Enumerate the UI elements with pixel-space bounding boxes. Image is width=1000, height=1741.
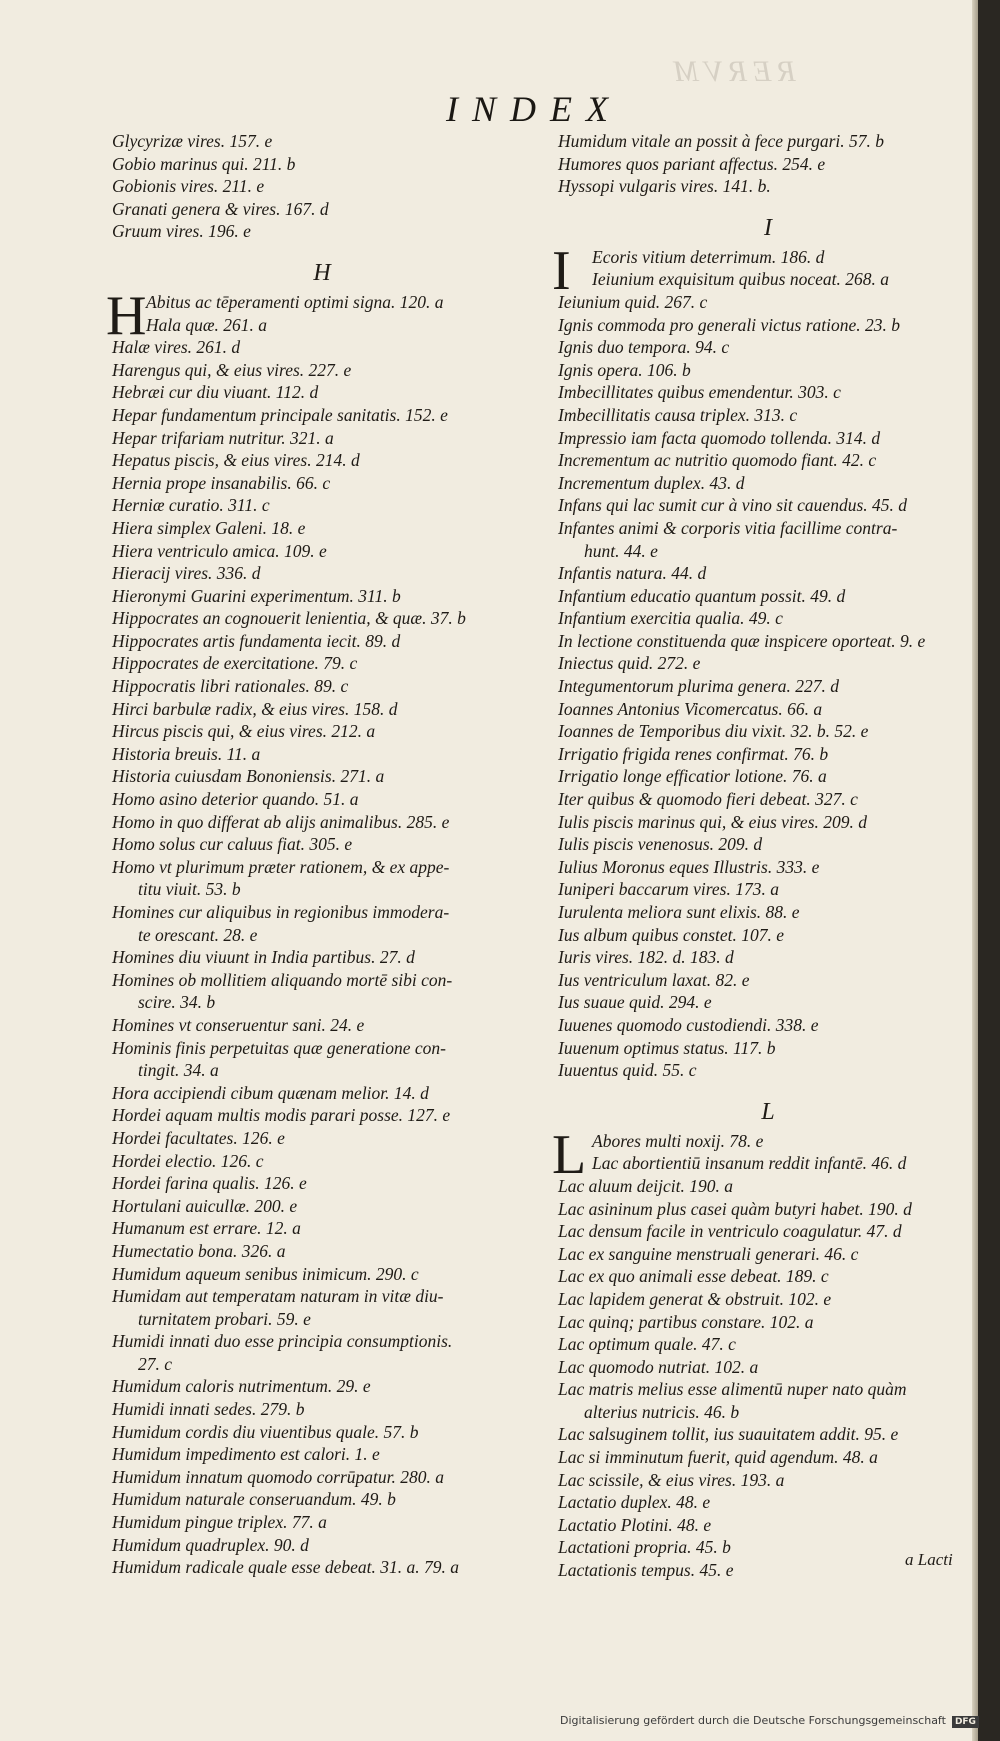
left-column: [106, 130, 532, 1579]
index-entry: In lectione constituenda quæ inspicere oporteat. 9. e: [558, 630, 926, 651]
index-entry: Humidum naturale conseruandum. 49. b: [112, 1489, 396, 1510]
digitization-footer: [560, 1714, 979, 1728]
index-entry: Abores multi noxij. 78. e: [592, 1130, 764, 1151]
index-entry: Hepar fundamentum principale sanitatis. 152. e: [112, 404, 448, 425]
index-entry: Homo in quo differat ab alijs animalibus. 285. e: [112, 811, 450, 832]
index-entry: Lac ex quo animali esse debeat. 189. c: [558, 1266, 829, 1287]
index-entry: Iuuentus quid. 55. c: [558, 1060, 697, 1081]
dfg-logo: DFG: [952, 1716, 979, 1728]
index-entry: Harengus qui, & eius vires. 227. e: [112, 359, 352, 380]
index-entry: Abitus ac tēperamenti optimi signa. 120. a: [146, 291, 444, 312]
catchword: a Lacti: [905, 1550, 953, 1569]
index-entry: Homo solus cur caluus fiat. 305. e: [112, 834, 353, 855]
index-entry: Halæ vires. 261. d: [112, 337, 241, 358]
index-entry: Homo vt plurimum præter rationem, & ex appe-: [112, 856, 450, 877]
index-entry: Lac scissile, & eius vires. 193. a: [558, 1469, 785, 1490]
index-entry: Humidum quadruplex. 90. d: [112, 1534, 309, 1555]
index-entry: Granati genera & vires. 167. d: [112, 198, 329, 219]
dropcap-h: H: [106, 284, 147, 347]
index-entry: Humidum cordis diu viuentibus quale. 57. b: [112, 1421, 419, 1442]
index-entry: Lac salsuginem tollit, ius suauitatem addit. 95. e: [558, 1424, 899, 1445]
index-entry: Lac lapidem generat & obstruit. 102. e: [558, 1288, 832, 1309]
entries-g: [112, 130, 532, 243]
index-entry: Lac abortientiū insanum reddit infantē. 46. d: [592, 1153, 907, 1174]
index-entry: Iter quibus & quomodo fieri debeat. 327. c: [558, 789, 858, 810]
index-entry: Hiera ventriculo amica. 109. e: [112, 540, 327, 561]
index-entry: Historia breuis. 11. a: [112, 743, 261, 764]
right-column: [552, 130, 978, 1582]
index-entry: Hirci barbulæ radix, & eius vires. 158. d: [112, 698, 398, 719]
index-entry: Hieracij vires. 336. d: [112, 563, 261, 584]
index-entry: Lac matris melius esse alimentū nuper nato quàm: [558, 1379, 907, 1400]
index-entry: Hepatus piscis, & eius vires. 214. d: [112, 450, 360, 471]
index-entry: Humidum vitale an possit à fece purgari. 57. b: [558, 131, 884, 151]
index-entry: Hortulani auicullæ. 200. e: [112, 1195, 298, 1216]
dropcap-l: L: [552, 1123, 587, 1186]
index-entry: Hordei facultates. 126. e: [112, 1127, 285, 1148]
index-entry: Homo asino deterior quando. 51. a: [112, 789, 359, 810]
index-entry: Glycyrizæ vires. 157. e: [112, 131, 273, 151]
index-entry: Lactationis tempus. 45. e: [558, 1560, 734, 1581]
entries-h: [112, 336, 532, 1579]
index-entry: Hordei farina qualis. 126. e: [112, 1173, 307, 1194]
index-entry: Homines ob mollitiem aliquando mortē sibi con-: [112, 969, 453, 990]
index-entry: alterius nutricis. 46. b: [584, 1401, 740, 1422]
index-entry: Hernia prope insanabilis. 66. c: [112, 472, 331, 493]
index-entry: Incrementum ac nutritio quomodo fiant. 42. c: [558, 450, 877, 471]
index-entry: Iniectus quid. 272. e: [558, 653, 701, 674]
index-entry: Iulis piscis marinus qui, & eius vires. 209. d: [558, 811, 868, 832]
index-entry: Homines diu viuunt in India partibus. 27. d: [112, 947, 415, 968]
index-entry: Infans qui lac sumit cur à vino sit cauendus. 45. d: [558, 495, 908, 516]
index-entry: 27. c: [138, 1353, 173, 1374]
index-entry: Lac densum facile in ventriculo coagulatur. 47. d: [558, 1221, 902, 1242]
index-entry: Hircus piscis qui, & eius vires. 212. a: [112, 721, 376, 742]
index-entry: Hora accipiendi cibum quænam melior. 14. d: [112, 1082, 429, 1103]
index-entry: tingit. 34. a: [138, 1060, 219, 1081]
index-entry: Imbecillitates quibus emendentur. 303. c: [558, 382, 841, 403]
index-entry: Humectatio bona. 326. a: [112, 1240, 286, 1261]
index-entry: Iulius Moronus eques Illustris. 333. e: [558, 856, 820, 877]
index-entry: Hala quæ. 261. a: [146, 314, 268, 335]
page-header: INDEX: [446, 89, 622, 129]
index-entry: Gruum vires. 196. e: [112, 221, 251, 242]
index-entry: Homines vt conseruentur sani. 24. e: [112, 1014, 365, 1035]
index-entry: Iuniperi baccarum vires. 173. a: [558, 879, 779, 900]
dropcap-block-h: [106, 284, 532, 347]
index-entry: Integumentorum plurima genera. 227. d: [558, 676, 839, 697]
index-entry: Lac quomodo nutriat. 102. a: [558, 1356, 759, 1377]
index-entry: Lac asininum plus casei quàm butyri habet. 190. d: [558, 1198, 912, 1219]
index-entry: Ignis opera. 106. b: [558, 359, 691, 380]
index-entry: Iurulenta meliora sunt elixis. 88. e: [558, 902, 800, 922]
index-entry: Hyssopi vulgaris vires. 141. b.: [558, 176, 771, 197]
index-entry: Iuuenum optimus status. 117. b: [558, 1037, 776, 1058]
index-entry: Humidum impedimento est calori. 1. e: [112, 1444, 380, 1465]
index-entry: Humidum radicale quale esse debeat. 31. a. 79. a: [112, 1557, 460, 1578]
index-entry: Herniæ curatio. 311. c: [112, 495, 270, 516]
index-entry: Ieiunium quid. 267. c: [558, 291, 708, 312]
index-entry: Hepar trifariam nutritur. 321. a: [112, 427, 334, 448]
index-entry: Gobionis vires. 211. e: [112, 176, 265, 197]
index-entry: turnitatem probari. 59. e: [138, 1308, 311, 1329]
index-entry: Hordei aquam multis modis parari posse. 127. e: [112, 1105, 451, 1126]
index-entry: Humores quos pariant affectus. 254. e: [558, 153, 826, 174]
index-entry: Hippocrates an cognouerit lenientia, & quæ. 37. b: [112, 608, 466, 629]
index-entry: Ignis commoda pro generali victus ratione. 23. b: [558, 314, 901, 335]
index-entry: Ecoris vitium deterrimum. 186. d: [592, 246, 825, 267]
index-entry: Ioannes de Temporibus diu vixit. 32. b. 52. e: [558, 721, 869, 742]
index-entry: te orescant. 28. e: [138, 924, 258, 945]
index-entry: Irrigatio longe efficatior lotione. 76. a: [558, 766, 827, 787]
index-entry: Hebræi cur diu viuant. 112. d: [112, 382, 319, 403]
index-entry: Ius suaue quid. 294. e: [558, 992, 712, 1013]
footer-text: Digitalisierung gefördert durch die Deutsche Forschungsgemeinschaft: [560, 1714, 946, 1727]
index-entry: Iulis piscis venenosus. 209. d: [558, 834, 763, 855]
index-entry: Imbecillitatis causa triplex. 313. c: [558, 404, 798, 425]
index-entry: Lactatio Plotini. 48. e: [558, 1514, 712, 1535]
index-entry: Lac quinq; partibus constare. 102. a: [558, 1311, 814, 1332]
index-entry: Irrigatio frigida renes confirmat. 76. b: [558, 743, 829, 764]
index-entry: Humidum caloris nutrimentum. 29. e: [112, 1376, 371, 1397]
index-entry: Humidum aqueum senibus inimicum. 290. c: [112, 1263, 419, 1284]
scan-border: [978, 0, 1000, 1741]
index-entry: Gobio marinus qui. 211. b: [112, 153, 296, 174]
index-entry: Iuris vires. 182. d. 183. d: [558, 947, 734, 968]
index-entry: Incrementum duplex. 43. d: [558, 472, 745, 493]
index-entry: Hiera simplex Galeni. 18. e: [112, 517, 306, 538]
index-entry: Hominis finis perpetuitas quæ generatione con-: [112, 1037, 446, 1058]
section-letter-i: I: [764, 214, 772, 241]
index-entry: Lac optimum quale. 47. c: [558, 1334, 736, 1355]
index-entry: Lactatio duplex. 48. e: [558, 1492, 711, 1513]
index-entry: Infantes animi & corporis vitia facillime contra-: [558, 517, 898, 538]
index-entry: Ioannes Antonius Vicomercatus. 66. a: [558, 698, 823, 719]
section-letter-h: H: [313, 259, 331, 286]
index-entry: Iuuenes quomodo custodiendi. 338. e: [558, 1014, 819, 1035]
index-entry: Hieronymi Guarini experimentum. 311. b: [112, 585, 401, 606]
index-entry: titu viuit. 53. b: [138, 879, 241, 900]
index-entry: Hordei electio. 126. c: [112, 1150, 264, 1171]
index-entry: Humidi innati duo esse principia consumptionis.: [112, 1331, 453, 1352]
index-entry: Humidum innatum quomodo corrūpatur. 280. a: [112, 1466, 445, 1487]
index-entry: Historia cuiusdam Bononiensis. 271. a: [112, 766, 385, 787]
index-entry: Humidam aut temperatam naturam in vitæ diu-: [112, 1286, 444, 1307]
entries-i: [558, 291, 978, 1082]
index-entry: Ieiunium exquisitum quibus noceat. 268. a: [592, 269, 889, 290]
index-entry: Humidum pingue triplex. 77. a: [112, 1512, 327, 1533]
entries-h-cont: [558, 130, 978, 198]
index-entry: Ius ventriculum laxat. 82. e: [558, 969, 750, 990]
index-entry: Impressio iam facta quomodo tollenda. 314. d: [558, 427, 881, 448]
index-entry: hunt. 44. e: [584, 540, 658, 561]
index-entry: Infantis natura. 44. d: [558, 563, 707, 584]
index-entry: Lactationi propria. 45. b: [558, 1537, 731, 1558]
show-through-text: RERVM: [668, 55, 796, 88]
index-entry: Ius album quibus constet. 107. e: [558, 924, 785, 945]
index-entry: Humanum est errare. 12. a: [112, 1218, 301, 1239]
index-entry: Lac aluum deijcit. 190. a: [558, 1175, 733, 1196]
dropcap-i: I: [552, 239, 571, 302]
index-entry: Hippocratis libri rationales. 89. c: [112, 676, 349, 697]
index-entry: Infantium educatio quantum possit. 49. d: [558, 585, 846, 606]
index-entry: Hippocrates artis fundamenta iecit. 89. d: [112, 630, 401, 651]
entries-l: [558, 1175, 978, 1582]
index-entry: Hippocrates de exercitatione. 79. c: [112, 653, 358, 674]
index-entry: scire. 34. b: [138, 992, 216, 1013]
index-entry: Infantium exercitia qualia. 49. c: [558, 608, 783, 629]
section-letter-l: L: [761, 1098, 775, 1125]
index-entry: Ignis duo tempora. 94. c: [558, 337, 730, 358]
index-entry: Homines cur aliquibus in regionibus immodera-: [112, 902, 450, 922]
index-entry: Lac ex sanguine menstruali generari. 46. c: [558, 1243, 859, 1264]
index-entry: Lac si imminutum fuerit, quid agendum. 48. a: [558, 1447, 878, 1468]
index-entry: Humidi innati sedes. 279. b: [112, 1399, 305, 1420]
